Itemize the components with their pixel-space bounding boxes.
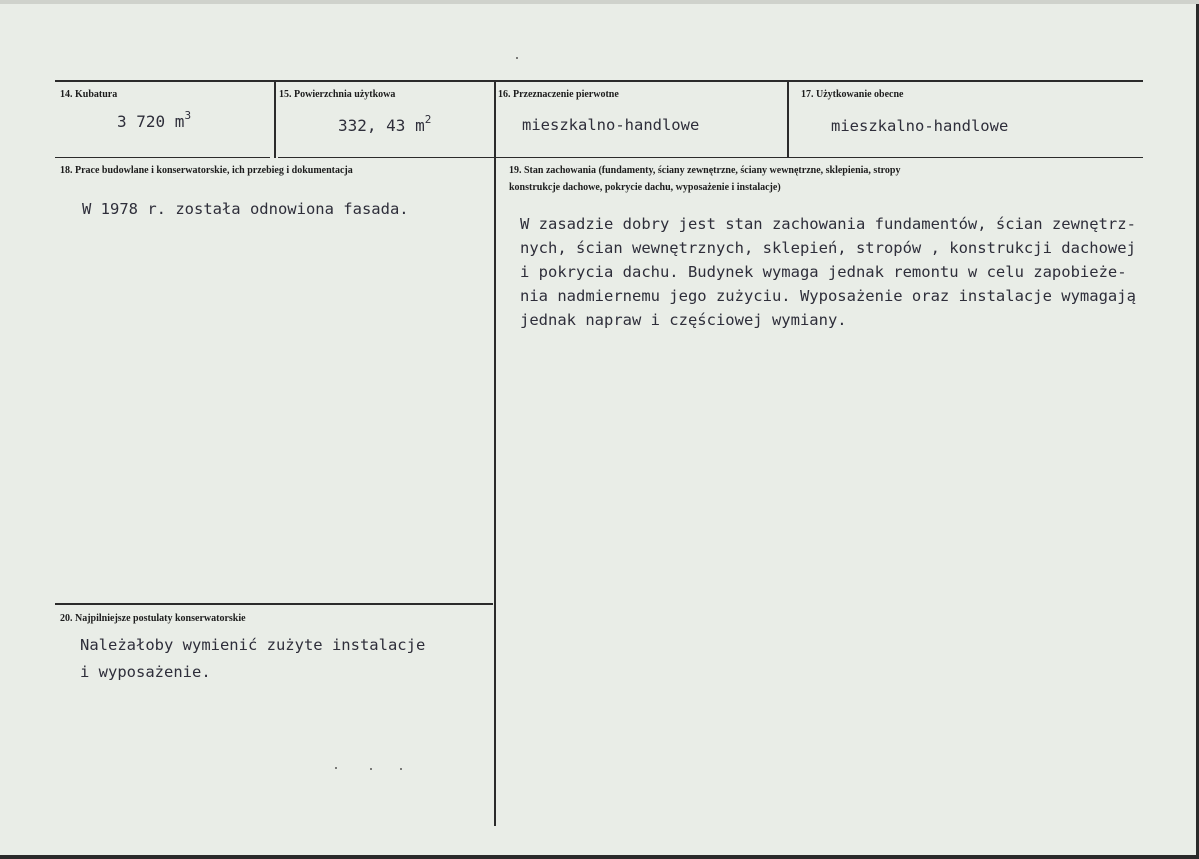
field-19-line: nia nadmiernemu jego zużyciu. Wyposażenie oraz instalacje wymagają — [520, 287, 1136, 305]
rule-v3 — [787, 80, 789, 158]
field-19-line: jednak napraw i częściowej wymiany. — [520, 311, 847, 329]
field-19-label-line2: konstrukcje dachowe, pokrycie dachu, wyposażenie i instalacje) — [509, 182, 781, 193]
field-19-line: nych, ścian wewnętrznych, sklepień, stropów , konstrukcji dachowej — [520, 239, 1136, 257]
speck — [335, 767, 337, 769]
field-19-label-line1: 19. Stan zachowania (fundamenty, ściany zewnętrzne, ściany wewnętrzne, sklepienia, stropy — [509, 165, 901, 176]
field-14-exponent: 3 — [184, 109, 192, 122]
field-15-exponent: 2 — [424, 113, 432, 126]
field-15-value — [338, 114, 431, 138]
field-14-number: 3 720 m — [117, 112, 185, 131]
rule-v1 — [274, 80, 276, 158]
field-14-value — [117, 110, 191, 134]
speck — [516, 57, 518, 59]
field-19-line: W zasadzie dobry jest stan zachowania fundamentów, ścian zewnętrz- — [520, 215, 1136, 233]
field-16-value: mieszkalno-handlowe — [522, 116, 700, 134]
field-20-line-2: i wyposażenie. — [80, 663, 211, 681]
field-15-label: 15. Powierzchnia użytkowa — [279, 89, 396, 100]
field-17-label: 17. Użytkowanie obecne — [801, 89, 904, 100]
rule-row1-right — [278, 157, 1143, 158]
rule-top — [55, 80, 1143, 82]
field-14-label: 14. Kubatura — [60, 89, 118, 100]
speck — [400, 768, 402, 770]
field-20-line-1: Należałoby wymienić zużyte instalacje — [80, 636, 426, 654]
rule-row1-left — [55, 157, 270, 158]
field-19-line: i pokrycia dachu. Budynek wymaga jednak remontu w celu zapobieże- — [520, 263, 1127, 281]
top-edge — [0, 0, 1199, 4]
field-19-text — [520, 212, 1199, 332]
field-16-label: 16. Przeznaczenie pierwotne — [498, 89, 619, 100]
field-17-value: mieszkalno-handlowe — [831, 117, 1009, 135]
rule-field20 — [55, 603, 493, 605]
field-18-value: W 1978 r. została odnowiona fasada. — [82, 200, 409, 218]
speck — [370, 768, 372, 770]
field-20-label: 20. Najpilniejsze postulaty konserwatorskie — [60, 613, 246, 624]
field-18-label: 18. Prace budowlane i konserwatorskie, ich przebieg i dokumentacja — [60, 165, 353, 176]
field-15-number: 332, 43 m — [338, 116, 425, 135]
rule-v2 — [494, 80, 496, 826]
